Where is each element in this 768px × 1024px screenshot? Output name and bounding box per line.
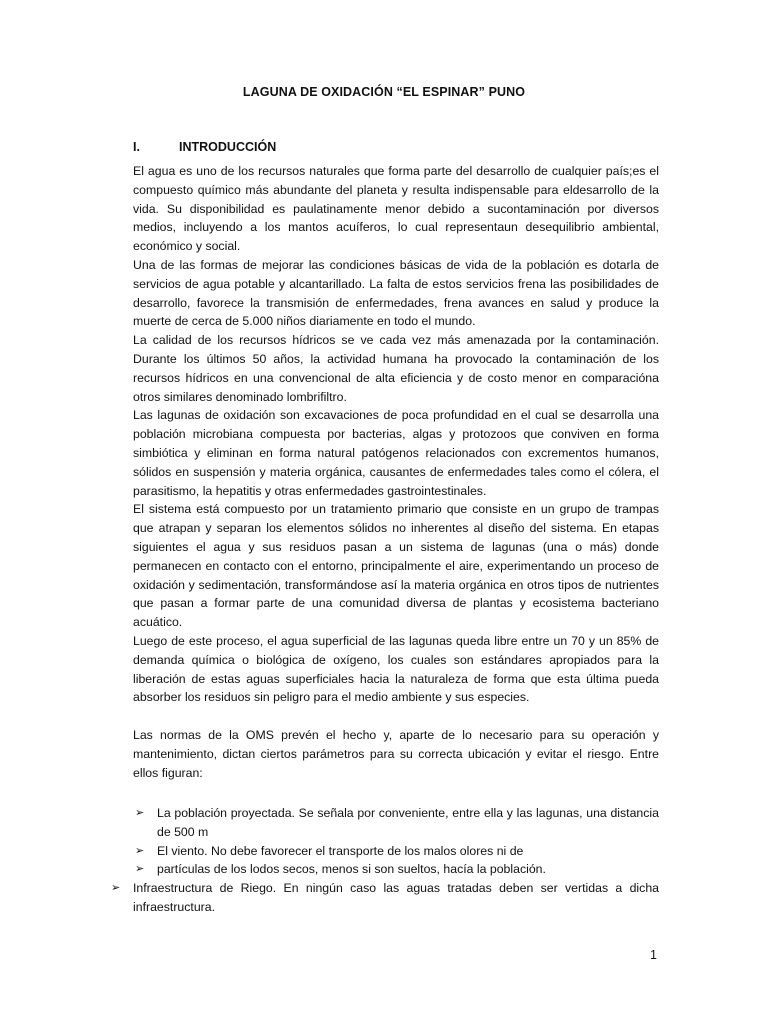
list-item-text: La población proyectada. Se señala por conveniente, entre ella y las lagunas, una distancia de 500 m [157, 806, 659, 839]
list-item [133, 804, 659, 842]
arrow-bullet-icon: ➢ [135, 844, 145, 857]
list-item-text: El viento. No debe favorecer el transporte de los malos olores ni de [157, 843, 524, 858]
list-item-text: Infraestructura de Riego. En ningún caso las aguas tratadas deben ser vertidas a dicha infraestructura. [133, 881, 659, 914]
arrow-bullet-icon: ➢ [135, 807, 145, 819]
paragraph: La calidad de los recursos hídricos se ve cada vez más amenazada por la contaminación. Durante los últimos 50 años, la actividad humana ha provocado la contaminación de los recursos hídricos en una convencional de alta eficiencia y de costo menor en comparacióna otros similares denominado lombrifiltro. [133, 333, 659, 404]
section-heading-text: INTRODUCCIÓN [179, 140, 277, 154]
arrow-bullet-icon: ➢ [135, 863, 145, 876]
list-item [133, 860, 659, 879]
paragraph: El agua es uno de los recursos naturales que forma parte del desarrollo de cualquier país;es el compuesto químico más abundante del planeta y resulta indispensable para eldesarrollo de la vida. Su disponibilidad es paulatinamente menor debido a sucontaminación por diversos medios, incluyendo a los mantos acuíferos, lo cual representaun desequilibrio ambiental, económico y social. [133, 164, 659, 254]
body-text [133, 162, 659, 782]
section-heading [133, 140, 276, 154]
arrow-bullet-icon: ➢ [111, 882, 121, 895]
paragraph: El sistema está compuesto por un tratamiento primario que consiste en un grupo de trampas que atrapan y separan los elementos sólidos no inherentes al diseño del sistema. En etapas siguientes el agua y sus residuos pasan a un sistema de lagunas (una o más) donde permanecen en contacto con el entorno, principalmente el aire, experimentando un proceso de oxidación y sedimentación, transformándose así la materia orgánica en otros tipos de nutrientes que pasan a formar parte de una comunidad diversa de plantas y ecosistema bacteriano acuático. [133, 502, 659, 630]
paragraph: Luego de este proceso, el agua superficial de las lagunas queda libre entre un 70 y un 85% de demanda química o biológica de oxígeno, los cuales son estándares apropiados para la liberación de estas aguas superficiales hacia la naturaleza de forma que esta última pueda absorber los residuos sin peligro para el medio ambiente y sus especies. [133, 633, 659, 705]
section-number: I. [133, 140, 140, 154]
paragraph: Las normas de la OMS prevén el hecho y, aparte de lo necesario para su operación y mantenimiento, dictan ciertos parámetros para su correcta ubicación y evitar el riesgo. Entre ellos figuran: [133, 727, 659, 780]
list-item-text: partículas de los lodos secos, menos si son sueltos, hacía la población. [157, 862, 546, 877]
paragraph: Una de las formas de mejorar las condiciones básicas de vida de la población es dotarla de servicios de agua potable y alcantarillado. La falta de estos servicios frena las posibilidades de desarrollo, favorece la transmisión de enfermedades, frena avances en salud y produce la muerte de cerca de 5.000 niños diariamente en todo el mundo. [133, 257, 659, 329]
bullet-list [111, 804, 659, 917]
list-item [109, 879, 659, 917]
document-title: LAGUNA DE OXIDACIÓN “EL ESPINAR” PUNO [242, 85, 526, 99]
paragraph: Las lagunas de oxidación son excavaciones de poca profundidad en el cual se desarrolla una población microbiana compuesta por bacterias, algas y protozoos que conviven en forma simbiótica y eliminan en forma natural patógenos relacionados con excrementos humanos, sólidos en suspensión y materia orgánica, causantes de enfermedades tales como el cólera, el parasitismo, la hepatitis y otras enfermedades gastrointestinales. [133, 408, 659, 498]
list-item [133, 842, 659, 861]
page-number: 1 [650, 948, 657, 962]
